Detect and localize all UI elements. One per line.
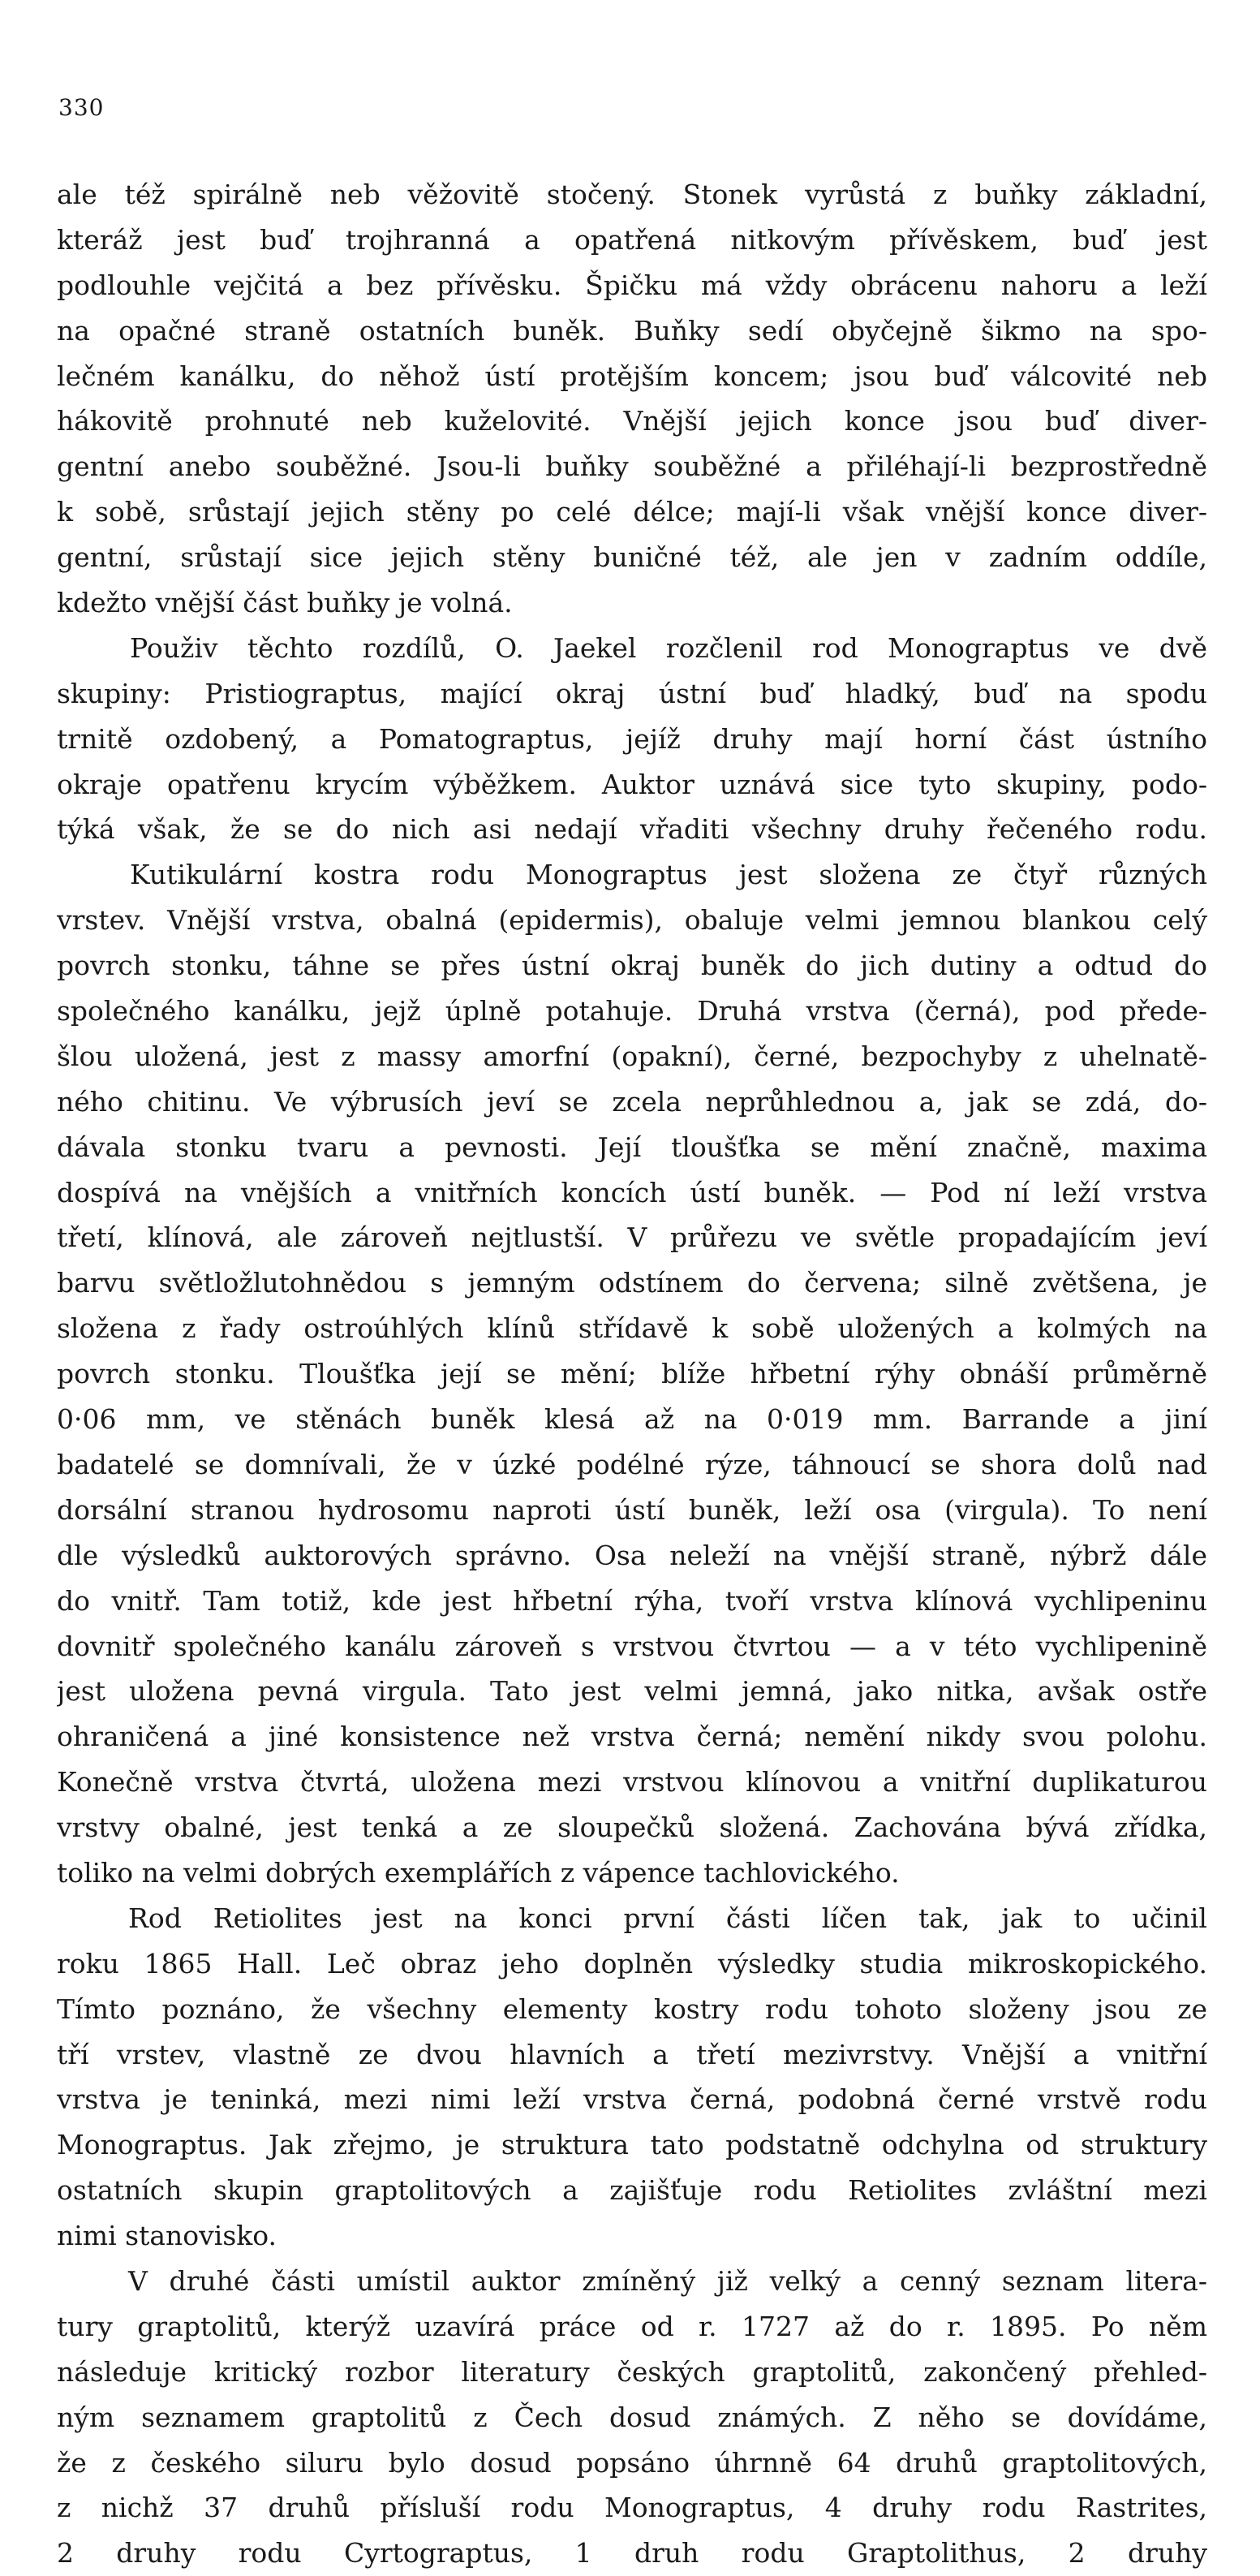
text-line: společného kanálku, jejž úplně potahuje. Druhá vrstva (černá), pod přede-	[57, 995, 1207, 1027]
text-line: Konečně vrstva čtvrtá, uložena mezi vrstvou klínovou a vnitřní duplikaturou	[57, 1766, 1207, 1798]
text-line: V druhé části umístil auktor zmíněný již velký a cenný seznam litera-	[128, 2264, 1207, 2297]
text-line: tří vrstev, vlastně ze dvou hlavních a třetí mezivrstvy. Vnější a vnitřní	[57, 2038, 1207, 2070]
text-line: dovnitř společného kanálu zároveň s vrstvou čtvrtou — a v této vychlipenině	[57, 1630, 1207, 1662]
text-line: barvu světložlutohnědou s jemným odstínem do červena; silně zvětšena, je	[57, 1267, 1207, 1299]
text-line: povrch stonku, táhne se přes ústní okraj buněk do jich dutiny a odtud do	[57, 950, 1207, 982]
text-line: ným seznamem graptolitů z Čech dosud známých. Z něho se dovídáme,	[57, 2401, 1207, 2433]
text-line: dávala stonku tvaru a pevnosti. Její tloušťka se mění značně, maxima	[57, 1131, 1207, 1163]
text-line: dle výsledků auktorových správno. Osa neleží na vnější straně, nýbrž dále	[57, 1539, 1207, 1571]
text-line: Tímto poznáno, že všechny elementy kostry rodu tohoto složeny jsou ze	[57, 1992, 1207, 2025]
text-line: 2 druhy rodu Cyrtograptus, 1 druh rodu Graptolithus, 2 druhy	[57, 2537, 1207, 2570]
text-line: gentní anebo souběžné. Jsou-li buňky souběžné a přiléhají-li bezprostředně	[57, 450, 1207, 483]
text-line: nimi stanovisko.	[57, 2220, 277, 2252]
text-line: povrch stonku. Tloušťka její se mění; blíže hřbetní rýhy obnáší průměrně	[57, 1358, 1207, 1390]
text-line: ohraničená a jiné konsistence než vrstva černá; nemění nikdy svou polohu.	[57, 1721, 1207, 1753]
text-line: složena z řady ostroúhlých klínů střídavě k sobě uložených a kolmých na	[57, 1312, 1207, 1345]
text-line: že z českého siluru bylo dosud popsáno úhrnně 64 druhů graptolitových,	[57, 2446, 1207, 2479]
text-line: šlou uložená, jest z massy amorfní (opakní), černé, bezpochyby z uhelnatě-	[57, 1040, 1207, 1072]
text-line: skupiny: Pristiograptus, mající okraj ústní buď hladký, buď na spodu	[57, 677, 1207, 709]
text-line: okraje opatřenu krycím výběžkem. Auktor uznává sice tyto skupiny, podo-	[57, 768, 1207, 800]
text-line: z nichž 37 druhů přísluší rodu Monograptus, 4 druhy rodu Rastrites,	[57, 2492, 1207, 2524]
text-line: Kutikulární kostra rodu Monograptus jest složena ze čtyř různých	[130, 859, 1207, 891]
text-line: badatelé se domnívali, že v úzké podélné rýze, táhnoucí se shora dolů nad	[57, 1448, 1207, 1480]
text-line: lečném kanálku, do něhož ústí protějším koncem; jsou buď válcovité neb	[57, 360, 1207, 392]
text-line: Použiv těchto rozdílů, O. Jaekel rozčlenil rod Monograptus ve dvě	[130, 631, 1207, 664]
text-line: kdežto vnější část buňky je volná.	[57, 587, 513, 619]
text-line: dorsální stranou hydrosomu naproti ústí buněk, leží osa (virgula). To není	[57, 1493, 1207, 1526]
text-line: podlouhle vejčitá a bez přívěsku. Špičku má vždy obrácenu nahoru a leží	[57, 269, 1207, 301]
text-line: k sobě, srůstají jejich stěny po celé délce; mají-li však vnější konce diver-	[57, 496, 1207, 528]
page-number: 330	[58, 94, 105, 121]
text-line: ného chitinu. Ve výbrusích jeví se zcela neprůhlednou a, jak se zdá, do-	[57, 1085, 1207, 1118]
text-line: třetí, klínová, ale zároveň nejtlustší. V průřezu ve světle propadajícím jeví	[57, 1221, 1207, 1254]
text-line: 0·06 mm, ve stěnách buněk klesá až na 0·019 mm. Barrande a jiní	[57, 1403, 1207, 1436]
text-line: na opačné straně ostatních buněk. Buňky sedí obyčejně šikmo na spo-	[57, 314, 1207, 347]
text-line: týká však, že se do nich asi nedají vřaditi všechny druhy řečeného rodu.	[57, 813, 1207, 846]
text-line: gentní, srůstají sice jejich stěny buničné též, ale jen v zadním oddíle,	[57, 541, 1207, 574]
text-line: vrstev. Vnější vrstva, obalná (epidermis), obaluje velmi jemnou blankou celý	[57, 904, 1207, 937]
text-line: toliko na velmi dobrých exemplářích z vápence tachlovického.	[57, 1856, 900, 1889]
text-line: kteráž jest buď trojhranná a opatřená nitkovým přívěskem, buď jest	[57, 223, 1207, 256]
text-line: tury graptolitů, kterýž uzavírá práce od r. 1727 až do r. 1895. Po něm	[57, 2310, 1207, 2342]
text-line: hákovitě prohnuté neb kuželovité. Vnější jejich konce jsou buď diver-	[57, 405, 1207, 437]
text-line: Monograptus. Jak zřejmo, je struktura tato podstatně odchylna od struktury	[57, 2129, 1207, 2161]
text-line: Rod Retiolites jest na konci první části líčen tak, jak to učinil	[128, 1902, 1207, 1934]
text-line: do vnitř. Tam totiž, kde jest hřbetní rýha, tvoří vrstva klínová vychlipeninu	[57, 1584, 1207, 1617]
text-line: trnitě ozdobený, a Pomatograptus, jejíž druhy mají horní část ústního	[57, 722, 1207, 755]
text-line: roku 1865 Hall. Leč obraz jeho doplněn výsledky studia mikroskopického.	[57, 1947, 1207, 1979]
text-line: jest uložena pevná virgula. Tato jest velmi jemná, jako nitka, avšak ostře	[57, 1675, 1207, 1708]
text-line: vrstva je teninká, mezi nimi leží vrstva černá, podobná černé vrstvě rodu	[57, 2083, 1207, 2116]
text-line: následuje kritický rozbor literatury českých graptolitů, zakončený přehled-	[57, 2355, 1207, 2388]
body-text	[57, 172, 1207, 2576]
text-line: ale též spirálně neb věžovitě stočený. Stonek vyrůstá z buňky základní,	[57, 179, 1207, 210]
text-line: ostatních skupin graptolitových a zajišťuje rodu Retiolites zvláštní mezi	[57, 2174, 1207, 2207]
text-line: vrstvy obalné, jest tenká a ze sloupečků složená. Zachována bývá zřídka,	[57, 1811, 1207, 1844]
text-line: dospívá na vnějších a vnitřních koncích ústí buněk. — Pod ní leží vrstva	[57, 1176, 1207, 1208]
